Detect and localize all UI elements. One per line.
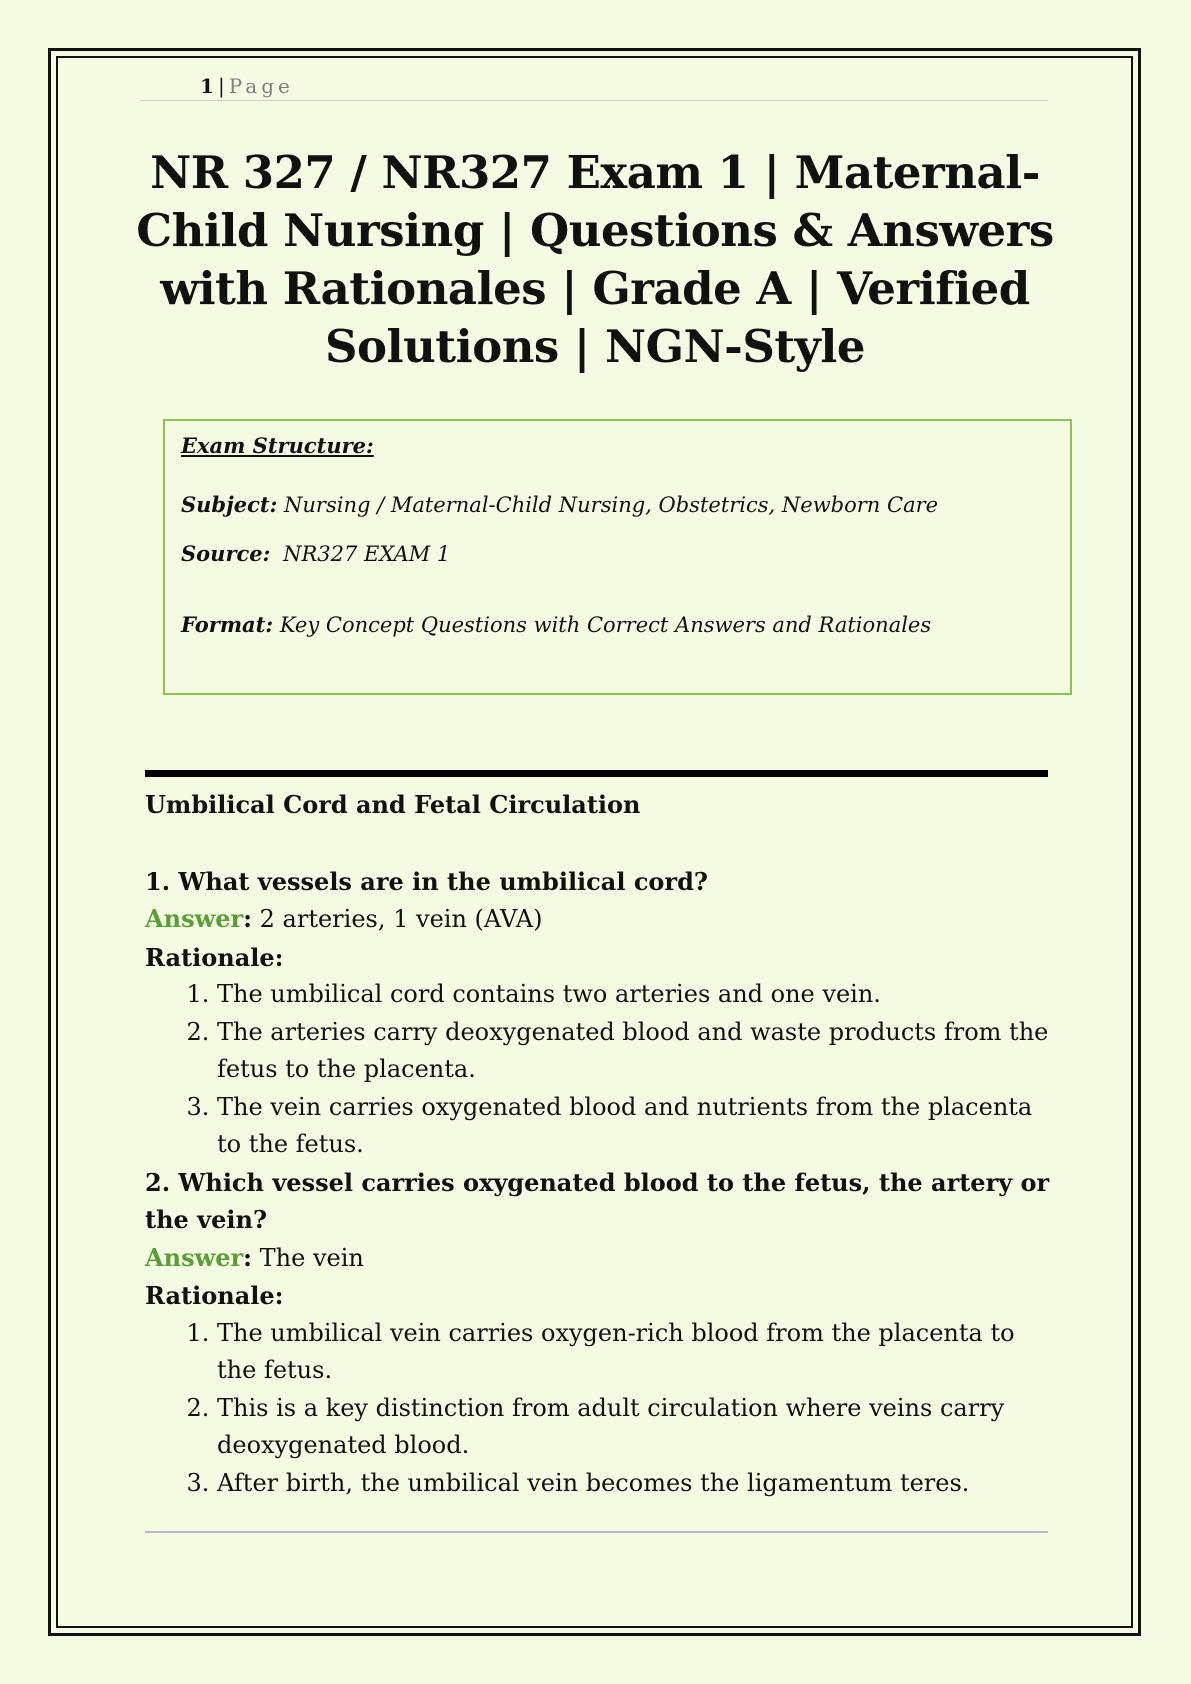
page-separator: | [218, 74, 225, 98]
rationale-item: 2. The arteries carry deoxygenated blood and waste products from the fetus to the placenta. [217, 1014, 1050, 1089]
section-title: Umbilical Cord and Fetal Circulation [145, 790, 641, 819]
subject-row [181, 492, 938, 517]
exam-structure-heading: Exam Structure: [181, 433, 374, 458]
bottom-divider [145, 1531, 1048, 1533]
answer-line: Answer: The vein [145, 1242, 364, 1272]
rationale-item: 1. The umbilical cord contains two arteries and one vein. [217, 976, 1050, 1014]
rationale-label: Rationale: [145, 942, 284, 972]
question-text: 2. Which vessel carries oxygenated blood to the fetus, the artery or the vein? [145, 1167, 1050, 1234]
question-block [145, 1164, 1050, 1503]
rationale-list [145, 1315, 1050, 1503]
page-word: Page [228, 74, 294, 98]
rationale-item: 3. The vein carries oxygenated blood and nutrients from the placenta to the fetus. [217, 1089, 1050, 1164]
rationale-item: 1. The umbilical vein carries oxygen-rich blood from the placenta to the fetus. [217, 1315, 1050, 1390]
format-row [181, 612, 931, 637]
answer-text: 2 arteries, 1 vein (AVA) [259, 905, 543, 933]
rationale-list [145, 976, 1050, 1164]
section-divider [145, 770, 1048, 777]
question-block [145, 863, 1050, 1164]
answer-label: Answer [145, 1242, 244, 1272]
rationale-item: 3. After birth, the umbilical vein becomes the ligamentum teres. [217, 1465, 1050, 1503]
page-label [218, 72, 294, 100]
source-label: Source: [181, 541, 271, 566]
qa-content [145, 786, 1050, 1502]
source-row [181, 541, 450, 566]
question-text: 1. What vessels are in the umbilical cord? [145, 866, 708, 896]
answer-line: Answer: 2 arteries, 1 vein (AVA) [145, 904, 543, 933]
subject-value: Nursing / Maternal-Child Nursing, Obstetrics, Newborn Care [284, 493, 939, 517]
rationale-item: 2. This is a key distinction from adult circulation where veins carry deoxygenated blood. [217, 1390, 1050, 1465]
subject-label: Subject: [181, 492, 278, 517]
page-header [140, 72, 1048, 101]
source-value: NR327 EXAM 1 [283, 542, 451, 566]
answer-text: The vein [259, 1243, 364, 1272]
rationale-label: Rationale: [145, 1281, 284, 1310]
exam-structure-box [163, 419, 1072, 695]
document-title: NR 327 / NR327 Exam 1 | Maternal-Child Nursing | Questions & Answers with Rationales | Grade A | Verified Solutions | NGN-Style [136, 146, 1054, 373]
format-label: Format: [181, 612, 274, 637]
format-value: Key Concept Questions with Correct Answers and Rationales [279, 613, 932, 637]
answer-label: Answer [145, 904, 244, 933]
page-number: 1 [200, 74, 214, 98]
